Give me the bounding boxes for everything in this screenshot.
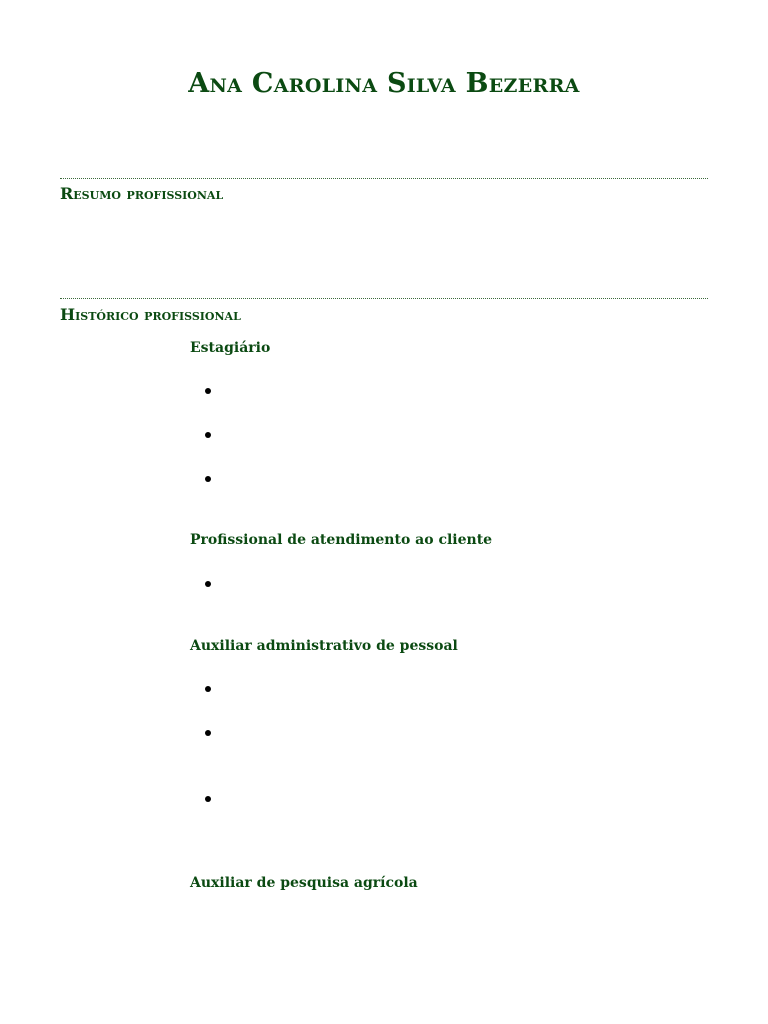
history-heading: Histórico profissional [60,305,241,324]
job-title-3: Auxiliar administrativo de pessoal [190,638,458,654]
bullet-point [205,432,211,438]
section-divider [60,178,708,179]
bullet-point [205,476,211,482]
summary-heading: Resumo profissional [60,184,224,203]
bullet-point [205,730,211,736]
job-title-2: Profissional de atendimento ao cliente [190,532,493,548]
section-divider [60,298,708,299]
job-title-4: Auxiliar de pesquisa agrícola [190,875,418,891]
bullet-point [205,581,211,587]
bullet-point [205,796,211,802]
job-title-1: Estagiário [190,340,271,356]
resume-name: Ana Carolina Silva Bezerra [188,68,580,99]
bullet-point [205,388,211,394]
bullet-point [205,686,211,692]
